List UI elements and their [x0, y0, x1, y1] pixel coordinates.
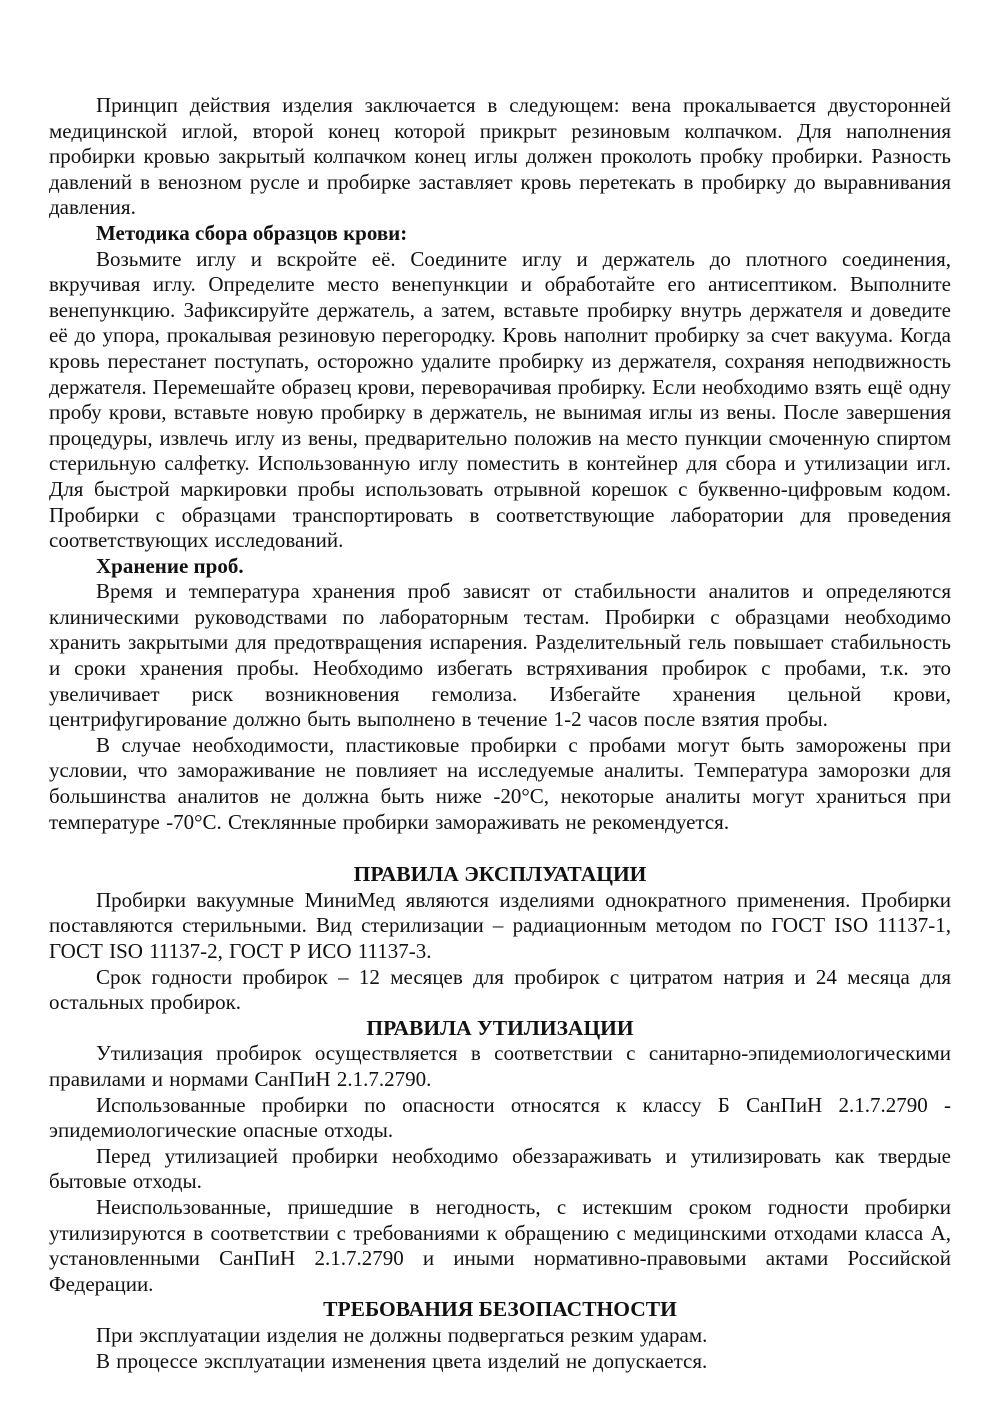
heading-safety-requirements: ТРЕБОВАНИЯ БЕЗОПАСТНОСТИ: [323, 1297, 677, 1322]
subheading-blood-collection-method: Методика сбора образцов крови:: [96, 220, 408, 245]
paragraph-unused-tubes-class-a: Неиспользованные, пришедшие в негодность, с истекшим сроком годности пробирки утилизируются в соответствии с требованиями к обращению с медицинскими отходами класса А, установленными СанПиН 2.1.7.2790 и иными нормативно-правовыми актами Российской Федерации.: [49, 1194, 951, 1296]
paragraph-shelf-life: Срок годности пробирок – 12 месяцев для пробирок с цитратом натрия и 24 месяца для остальных пробирок.: [49, 964, 951, 1015]
subheading-sample-storage: Хранение проб.: [96, 553, 244, 578]
heading-operating-rules: ПРАВИЛА ЭКСПЛУАТАЦИИ: [353, 862, 647, 887]
paragraph-principle: Принцип действия изделия заключается в следующем: вена прокалывается двусторонней медицинской иглой, второй конец которой прикрыт резиновым колпачком. Для наполнения пробирки кровью закрытый колпачком конец иглы должен проколоть пробку пробирки. Разность давлений в венозном русле и пробирке заставляет кровь перетекать в пробирку до выравнивания давления.: [49, 93, 951, 220]
paragraph-no-sharp-impacts: При эксплуатации изделия не должны подвергаться резким ударам.: [96, 1322, 708, 1347]
paragraph-freezing: В случае необходимости, пластиковые пробирки с пробами могут быть заморожены при условии, что замораживание не повлияет на исследуемые аналиты. Температура заморозки для большинства аналитов не должна быть ниже -20°С, некоторые аналиты могут храниться при температуре -70°С. Стеклянные пробирки замораживать не рекомендуется.: [49, 732, 951, 834]
paragraph-used-tubes-class-b: Использованные пробирки по опасности относятся к классу Б СанПиН 2.1.7.2790 - эпидемиологические опасные отходы.: [49, 1092, 951, 1143]
paragraph-decontamination: Перед утилизацией пробирки необходимо обеззараживать и утилизировать как твердые бытовые отходы.: [49, 1143, 951, 1194]
paragraph-storage-conditions: Время и температура хранения проб зависят от стабильности аналитов и определяются клиническими руководствами по лабораторным тестам. Пробирки с образцами необходимо хранить закрытыми для предотвращения испарения. Разделительный гель повышает стабильность и сроки хранения пробы. Необходимо избегать встряхивания пробирок с пробами, т.к. это увеличивает риск возникновения гемолиза. Избегайте хранения цельной крови, центрифугирование должно быть выполнено в течение 1-2 часов после взятия пробы.: [49, 579, 951, 732]
paragraph-disposal-sanpin: Утилизация пробирок осуществляется в соответствии с санитарно-эпидемиологическими правилами и нормами СанПиН 2.1.7.2790.: [49, 1041, 951, 1091]
paragraph-no-color-change: В процессе эксплуатации изменения цвета изделий не допускается.: [96, 1348, 708, 1373]
paragraph-collection-procedure: Возьмите иглу и вскройте её. Соедините иглу и держатель до плотного соединения, вкручивая иглу. Определите место венепункции и обработайте его антисептиком. Выполните венепункцию. Зафиксируйте держатель, а затем, вставьте пробирку внутрь держателя и доведите её до упора, прокалывая резиновую перегородку. Кровь наполнит пробирку за счет вакуума. Когда кровь перестанет поступать, осторожно удалите пробирку из держателя, сохраняя неподвижность держателя. Перемешайте образец крови, переворачивая пробирку. Если необходимо взять ещё одну пробу крови, вставьте новую пробирку в держатель, не вынимая иглы из вены. После завершения процедуры, извлечь иглу из вены, предварительно положив на место пункции смоченную спиртом стерильную салфетку. Использованную иглу поместить в контейнер для сбора и утилизации игл. Для быстрой маркировки пробы использовать отрывной корешок с буквенно-цифровым кодом. Пробирки с образцами транспортировать в соответствующие лаборатории для проведения соответствующих исследований.: [49, 246, 951, 553]
heading-disposal-rules: ПРАВИЛА УТИЛИЗАЦИИ: [366, 1015, 634, 1040]
paragraph-single-use-sterilization: Пробирки вакуумные МиниМед являются изделиями однократного применения. Пробирки поставляются стерильными. Вид стерилизации – радиационным методом по ГОСТ ISO 11137-1, ГОСТ ISO 11137-2, ГОСТ Р ИСО 11137-3.: [49, 887, 951, 963]
